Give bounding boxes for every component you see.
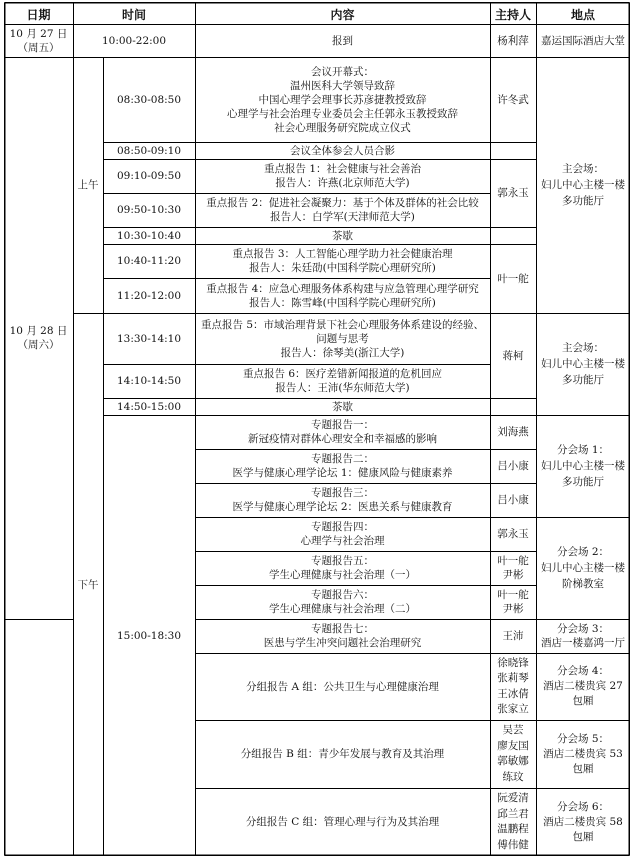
group-content [195, 788, 490, 856]
content-line: 重点报告 6：医疗差错新闻报道的危机回应 [242, 368, 443, 380]
venue-line: 酒店一楼嘉鸿一厅 [541, 637, 625, 649]
venue-line: 阶梯教室 [562, 578, 604, 590]
session-time: 08:50-09:10 [116, 144, 182, 157]
session-time: 13:30-14:10 [116, 332, 182, 345]
host-cell [490, 585, 536, 619]
header-venue: 地点 [570, 7, 595, 22]
topic-content [195, 517, 490, 551]
host-cell [490, 517, 536, 551]
content-line: 报告人：陈雪峰(中国科学院心理研究所) [249, 296, 436, 309]
day1-host: 杨利萍 [497, 34, 529, 47]
host-name: 叶一舵 [497, 555, 529, 567]
day2-date-cell [4, 57, 73, 619]
venue-cell [536, 788, 630, 856]
host-cell [490, 483, 536, 517]
topic-content [195, 415, 490, 449]
session-content [195, 159, 490, 193]
venue-cell [536, 653, 630, 720]
content-line: 专题报告六： [311, 589, 374, 601]
content-line: 重点报告 4：应急心理服务体系构建与应急管理心理学研究 [206, 282, 479, 295]
host-name: 徐晓锋 [497, 656, 529, 669]
host-name: 邱兰君 [497, 807, 529, 820]
day1-date: 10 月 27 日 [9, 27, 68, 40]
header-content: 内容 [330, 7, 355, 22]
host-cell [490, 313, 536, 398]
day1-date-cell [4, 24, 73, 57]
content-line: 重点报告 3：人工智能心理学助力社会健康治理 [232, 248, 453, 260]
host-cell [490, 57, 536, 142]
content-line: 重点报告 1：社会健康与社会善治 [263, 163, 422, 175]
venue-line: 分会场 1： [556, 444, 610, 456]
content-line: 中国心理学会理事长苏彦捷教授致辞 [258, 93, 427, 106]
host-name: 叶一舵 [497, 589, 529, 601]
day1-weekday: （周五） [17, 41, 60, 54]
host-cell [490, 449, 536, 483]
header-time: 时间 [121, 7, 146, 22]
host-name: 吕小康 [497, 494, 529, 506]
content-line: 报告人：许燕(北京师范大学) [275, 177, 410, 189]
venue-line: 分会场 5： [556, 732, 610, 745]
content-line: 学生心理健康与社会治理（二） [269, 603, 416, 615]
session-content [195, 398, 490, 415]
schedule-table [4, 2, 630, 856]
host-cell [490, 619, 536, 653]
content-line: 心理学与社会治理 [300, 535, 385, 547]
venue-line: 主会场： [562, 342, 604, 354]
host-name: 刘海燕 [497, 426, 529, 438]
host-name: 许冬武 [497, 93, 529, 106]
host-name: 郭敏娜 [497, 755, 529, 767]
host-cell [490, 244, 536, 313]
topic-content [195, 619, 490, 653]
afternoon-label: 下午 [77, 578, 99, 591]
content-line: 专题报告二： [311, 453, 374, 465]
content-line: 报告人：王沛(华东师范大学) [275, 382, 410, 394]
host-cell [490, 415, 536, 449]
host-name: 王冰倩 [497, 687, 529, 700]
venue-cell [536, 619, 630, 653]
content-line: 专题报告一： [311, 419, 374, 431]
session-content [195, 364, 490, 398]
host-name: 王沛 [502, 630, 524, 642]
session-content [195, 142, 490, 159]
host-name: 傅伟健 [497, 838, 529, 851]
host-name: 郭永玉 [497, 528, 529, 540]
content-line: 分组报告 A 组：公共卫生与心理健康治理 [246, 680, 439, 693]
content-line: 医学与健康心理学论坛 2：医患关系与健康教育 [232, 501, 453, 513]
host-name: 尹彬 [502, 569, 524, 581]
venue-cell [536, 720, 630, 788]
content-line: 报告人：白学军(天津师范大学) [270, 211, 415, 223]
host-cell [490, 720, 536, 788]
venue-line: 妇儿中心主楼一楼 [541, 460, 625, 472]
content-line: 温州医科大学领导致辞 [290, 79, 395, 92]
venue-line: 酒店二楼贵宾 58 [543, 815, 623, 828]
host-name: 张莉琴 [497, 672, 529, 684]
host-name: 尹彬 [502, 603, 524, 615]
content-line: 重点报告 2：促进社会凝聚力：基于个体及群体的社会比较 [206, 197, 479, 209]
venue-line: 多功能厅 [562, 195, 604, 207]
venue-cell [536, 57, 630, 313]
content-line: 社会心理服务研究院成立仪式 [274, 121, 411, 134]
day2-weekday: （周六） [17, 339, 60, 351]
venue-line: 分会场 2： [556, 546, 610, 558]
topic-content [195, 483, 490, 517]
day1-content: 报到 [332, 34, 353, 47]
venue-line: 酒店二楼贵宾 27 [543, 680, 623, 692]
host-cell [490, 653, 536, 720]
venue-line: 包厢 [572, 695, 594, 707]
host-name: 温鹏程 [497, 823, 529, 835]
venue-line: 分会场 6： [556, 800, 610, 813]
content-line: 分组报告 C 组：管理心理与行为及其治理 [245, 816, 440, 828]
content-line: 会议开幕式： [311, 65, 374, 78]
session-time: 14:10-14:50 [116, 375, 182, 387]
session-time: 11:20-12:00 [116, 289, 182, 302]
venue-line: 妇儿中心主楼一楼 [541, 358, 625, 370]
session-time: 08:30-08:50 [116, 93, 182, 106]
host-name: 阮爱清 [497, 792, 529, 804]
topic-content [195, 449, 490, 483]
content-line: 学生心理健康与社会治理（一） [269, 569, 416, 581]
host-cell [490, 788, 536, 856]
venue-cell [536, 517, 630, 619]
session-content [195, 227, 490, 244]
content-line: 专题报告三： [311, 487, 374, 499]
session-content [195, 57, 490, 142]
header-date: 日期 [26, 7, 51, 22]
morning-label: 上午 [77, 179, 99, 191]
host-cell [490, 159, 536, 227]
header-host: 主持人 [494, 7, 531, 22]
content-line: 分组报告 B 组：青少年发展与教育及其治理 [240, 748, 445, 760]
venue-line: 分会场 3： [556, 623, 610, 635]
session-time: 10:40-11:20 [116, 255, 182, 267]
topic-content [195, 551, 490, 585]
host-name: 吴芸 [502, 724, 524, 736]
group-content [195, 720, 490, 788]
host-name: 郭永玉 [497, 187, 529, 199]
content-line: 专题报告七： [311, 623, 374, 635]
session-time: 10:30-10:40 [116, 229, 182, 242]
venue-line: 多功能厅 [562, 374, 604, 386]
content-line: 医患与学生冲突问题社会治理研究 [263, 637, 422, 649]
host-cell [490, 551, 536, 585]
host-name: 练玟 [502, 770, 524, 783]
host-name: 张家立 [497, 703, 529, 715]
session-time: 15:00-18:30 [116, 629, 182, 642]
session-time: 14:50-15:00 [116, 400, 182, 413]
content-line: 专题报告五： [311, 555, 374, 567]
day1-venue: 嘉运国际酒店大堂 [541, 34, 625, 47]
content-line: 报告人：徐琴美(浙江大学) [280, 346, 405, 359]
venue-cell [536, 415, 630, 517]
content-line: 报告人：朱廷劭(中国科学院心理研究所) [249, 262, 436, 274]
content-line: 医学与健康心理学论坛 1：健康风险与健康素养 [232, 467, 453, 479]
host-name: 叶一舵 [497, 272, 529, 285]
day2-date: 10 月 28 日 [9, 325, 68, 337]
content-line: 重点报告 5：市域治理背景下社会心理服务体系建设的经验、 [200, 318, 485, 331]
venue-line: 妇儿中心主楼一楼 [541, 179, 625, 191]
venue-line: 主会场： [562, 163, 604, 175]
venue-line: 酒店二楼贵宾 53 [543, 747, 623, 760]
venue-line: 多功能厅 [562, 476, 604, 488]
venue-line: 包厢 [572, 762, 594, 775]
session-time: 09:50-10:30 [116, 204, 182, 216]
session-content [195, 313, 490, 364]
content-line: 问题与思考 [316, 332, 369, 345]
topic-content [195, 585, 490, 619]
venue-cell [536, 313, 630, 415]
session-content [195, 278, 490, 313]
venue-line: 妇儿中心主楼一楼 [541, 562, 625, 574]
content-line: 茶歇 [332, 400, 353, 413]
group-content [195, 653, 490, 720]
session-content [195, 244, 490, 278]
host-name: 吕小康 [497, 460, 529, 472]
day1-time: 10:00-22:00 [101, 34, 167, 47]
content-line: 茶歇 [332, 229, 353, 242]
venue-line: 包厢 [572, 830, 594, 843]
content-line: 会议全体参会人员合影 [290, 144, 395, 157]
session-time: 09:10-09:50 [116, 170, 182, 182]
venue-line: 分会场 4： [556, 665, 610, 677]
content-line: 心理学与社会治理专业委员会主任郭永玉教授致辞 [227, 107, 458, 120]
host-name: 蒋柯 [502, 349, 524, 362]
session-content [195, 193, 490, 227]
host-name: 廖友国 [497, 739, 529, 752]
content-line: 新冠疫情对群体心理安全和幸福感的影响 [248, 433, 437, 445]
content-line: 专题报告四： [311, 521, 374, 533]
